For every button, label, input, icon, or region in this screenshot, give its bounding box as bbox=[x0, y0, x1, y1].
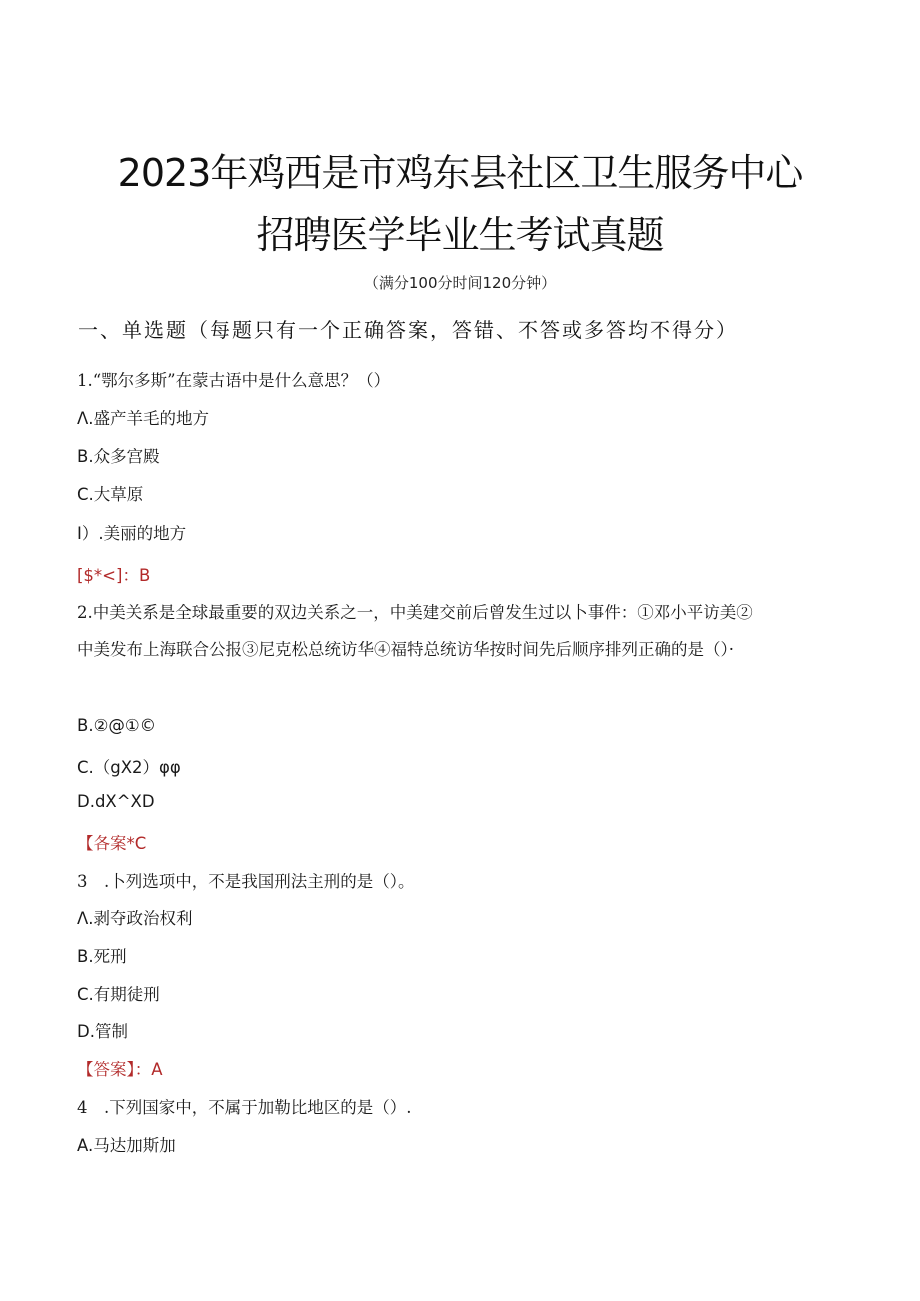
question-3-option-a: Λ.剥夺政治权利 bbox=[77, 909, 193, 928]
document-title-line-1: 2023年鸡西是市鸡东县社区卫生服务中心 bbox=[117, 151, 803, 195]
question-1-option-a: Λ.盛产羊毛的地方 bbox=[77, 409, 210, 428]
document-subtitle: （满分100分时间120分钟） bbox=[363, 274, 557, 292]
question-3-option-c: C.有期徒刑 bbox=[77, 985, 160, 1004]
question-3-option-d: D.管制 bbox=[77, 1022, 128, 1041]
question-1-option-c: C.大草原 bbox=[77, 485, 144, 504]
question-2-answer: 【各案*C bbox=[77, 834, 147, 853]
question-2-stem-line-1: 2.中美关系是全球最重要的双边关系之一，中美建交前后曾发生过以卜事件：①邓小平访美② bbox=[77, 603, 753, 622]
question-4-stem: 4 .下列国家中，不属于加勒比地区的是（）. bbox=[77, 1098, 412, 1117]
question-3-answer: 【答案】：A bbox=[77, 1060, 163, 1079]
question-1-stem: 1.“鄂尔多斯”在蒙古语中是什么意思？（） bbox=[77, 371, 391, 390]
question-4-option-a: A.马达加斯加 bbox=[77, 1136, 176, 1155]
document-title-line-2: 招聘医学毕业生考试真题 bbox=[256, 213, 664, 257]
question-1-option-d: I）.美丽的地方 bbox=[77, 524, 187, 543]
question-3-stem: 3 .卜列选项中，不是我国刑法主刑的是（）。 bbox=[77, 872, 415, 891]
section-heading: 一、单选题（每题只有一个正确答案，答错、不答或多答均不得分） bbox=[78, 318, 738, 342]
question-2-option-d: D.dX^XD bbox=[77, 792, 155, 811]
question-1-option-b: B.众多宫殿 bbox=[77, 447, 160, 466]
question-2-option-b: B.②@①© bbox=[77, 716, 157, 735]
question-2-option-c: C.（gX2）φφ bbox=[77, 758, 181, 777]
question-1-answer: [$*<]：B bbox=[77, 566, 151, 585]
question-2-stem-line-2: 中美发布上海联合公报③尼克松总统访华④福特总统访华按时间先后顺序排列正确的是（）· bbox=[77, 640, 734, 659]
question-3-option-b: B.死刑 bbox=[77, 947, 127, 966]
